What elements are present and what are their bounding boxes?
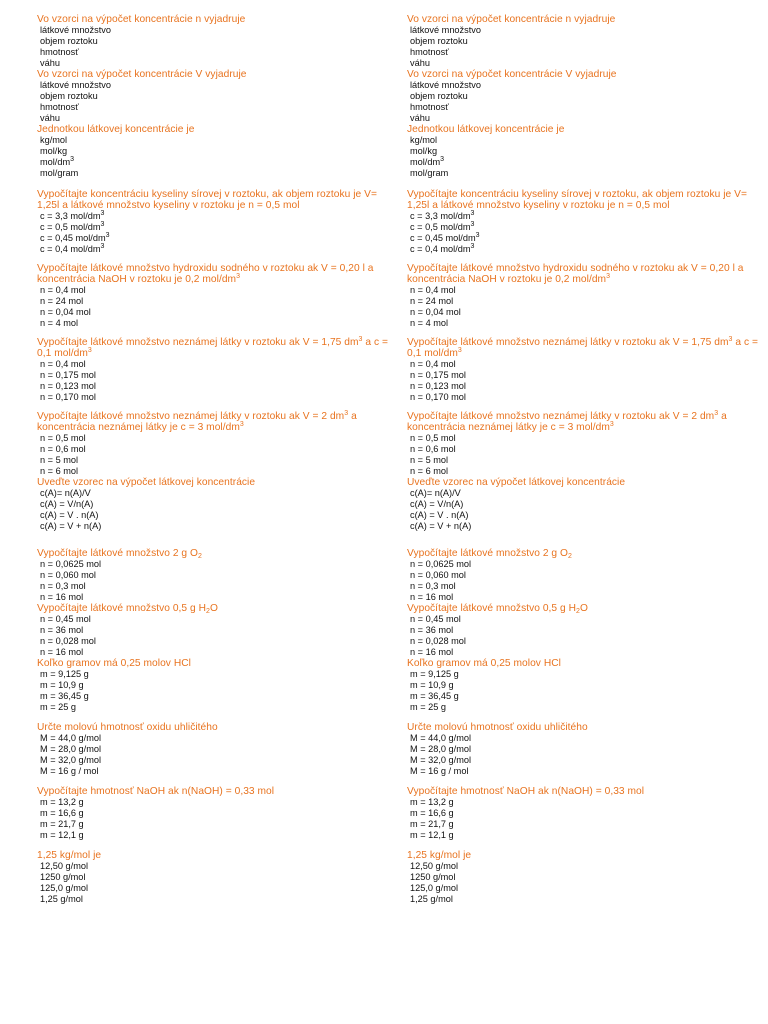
column-left: [37, 14, 397, 905]
answer-option: n = 0,123 mol: [40, 381, 96, 391]
question-block: [37, 477, 397, 532]
answer-option: n = 0,3 mol: [410, 581, 456, 591]
answer-option: mol/$dm^3$: [40, 156, 75, 167]
answer-option: n = 6 mol: [40, 466, 79, 476]
answer-option: n = 0,5 mol: [40, 433, 86, 443]
answer-option: 125,0 g/mol: [410, 883, 459, 893]
answer-option: M = 32,0 g/mol: [40, 755, 102, 765]
question-block: [37, 189, 397, 255]
question-text: Vypočítajte hmotnosť NaOH ak n(NaOH) = 0,33 mol: [37, 786, 275, 797]
question-block: [407, 337, 767, 403]
answer-option: látkové množstvo: [40, 80, 111, 90]
answer-option: m = 21,7 g: [410, 819, 454, 829]
answer-option: váhu: [40, 58, 60, 68]
answer-option: m = 21,7 g: [40, 819, 84, 829]
answer-option: M = 28,0 g/mol: [410, 744, 472, 754]
question-text: Vo vzorci na výpočet koncentrácie V vyjadruje: [407, 69, 617, 80]
answer-option: n = 0,028 mol: [410, 636, 466, 646]
answer-option: n = 16 mol: [410, 592, 454, 602]
question-text: Vypočítajte látkové množstvo neznámej látky v roztoku ak V = 1,75 $dm^3$ a c = 0,1 mol/$dm^3$: [407, 336, 759, 359]
question-block: [37, 722, 397, 777]
answer-option: 1,25 g/mol: [40, 894, 83, 904]
answer-option: m = 13,2 g: [40, 797, 84, 807]
question-text: Vo vzorci na výpočet koncentrácie V vyjadruje: [37, 69, 247, 80]
answer-option: m = 10,9 g: [410, 680, 454, 690]
answer-option: látkové množstvo: [40, 25, 111, 35]
answer-option: M = 28,0 g/mol: [40, 744, 102, 754]
answer-option: kg/mol: [410, 135, 438, 145]
answer-option: m = 25 g: [40, 702, 77, 712]
answer-option: c(A) = V . n(A): [40, 510, 99, 520]
question-block: [407, 786, 767, 841]
question-text: Koľko gramov má 0,25 molov HCl: [407, 658, 561, 669]
question-text: Určte molovú hmotnosť oxidu uhličitého: [37, 722, 218, 733]
answer-option: m = 36,45 g: [40, 691, 89, 701]
answer-option: n = 4 mol: [40, 318, 79, 328]
answer-option: kg/mol: [40, 135, 68, 145]
answer-option: mol/kg: [410, 146, 438, 156]
question-text: Koľko gramov má 0,25 molov HCl: [37, 658, 191, 669]
question-text: Jednotkou látkovej koncentrácie je: [37, 124, 195, 135]
question-block: [407, 69, 767, 124]
question-block: [407, 722, 767, 777]
question-block: [407, 850, 767, 905]
answer-option: mol/gram: [410, 168, 449, 178]
question-block: [37, 14, 397, 69]
answer-option: m = 16,6 g: [410, 808, 454, 818]
answer-option: 12,50 g/mol: [410, 861, 459, 871]
answer-option: c = 3,3 mol/$dm^3$: [40, 210, 105, 221]
answer-option: c = 0,5 mol/$dm^3$: [410, 221, 475, 232]
answer-option: n = 5 mol: [40, 455, 79, 465]
answer-option: m = 9,125 g: [410, 669, 459, 679]
answer-option: c = 0,5 mol/$dm^3$: [40, 221, 105, 232]
answer-option: n = 0,4 mol: [410, 285, 456, 295]
answer-option: objem roztoku: [410, 91, 468, 101]
answer-option: c(A)= n(A)/V: [410, 488, 461, 498]
answer-option: c = 3,3 mol/$dm^3$: [410, 210, 475, 221]
question-block: [407, 477, 767, 532]
answer-option: váhu: [410, 113, 430, 123]
answer-option: m = 13,2 g: [410, 797, 454, 807]
question-text: Vypočítajte látkové množstvo neznámej látky v roztoku ak V = 2 $dm^3$ a koncentrácia neznámej látky je c = 3 mol/$dm^3$: [37, 410, 357, 433]
question-text: Vypočítajte látkové množstvo 2 g $O_2$: [37, 548, 202, 560]
answer-option: n = 0,6 mol: [410, 444, 456, 454]
answer-option: n = 0,45 mol: [410, 614, 461, 624]
answer-option: c = 0,4 mol/$dm^3$: [410, 243, 475, 254]
answer-option: n = 0,170 mol: [40, 392, 96, 402]
answer-option: látkové množstvo: [410, 25, 481, 35]
answer-option: M = 32,0 g/mol: [410, 755, 472, 765]
answer-option: n = 36 mol: [410, 625, 454, 635]
answer-option: m = 12,1 g: [410, 830, 454, 840]
question-block: [37, 786, 397, 841]
answer-option: n = 0,175 mol: [40, 370, 96, 380]
answer-option: n = 4 mol: [410, 318, 449, 328]
answer-option: objem roztoku: [410, 36, 468, 46]
answer-option: n = 16 mol: [40, 592, 84, 602]
answer-option: n = 0,04 mol: [40, 307, 91, 317]
answer-option: mol/kg: [40, 146, 68, 156]
answer-option: c(A) = V/n(A): [40, 499, 94, 509]
question-block: [37, 337, 397, 403]
question-block: [37, 69, 397, 124]
answer-option: n = 0,04 mol: [410, 307, 461, 317]
question-block: [37, 850, 397, 905]
question-text: 1,25 kg/mol je: [37, 850, 102, 861]
answer-option: n = 0,5 mol: [410, 433, 456, 443]
answer-option: c = 0,4 mol/$dm^3$: [40, 243, 105, 254]
question-text: Vypočítajte látkové množstvo hydroxidu sodného v roztoku ak V = 0,20 l a koncentrácia NaOH v roztoku je 0,2 mol/$dm^3$: [407, 263, 744, 285]
answer-option: M = 44,0 g/mol: [410, 733, 472, 743]
answer-option: 125,0 g/mol: [40, 883, 89, 893]
answer-option: objem roztoku: [40, 91, 98, 101]
answer-option: M = 16 g / mol: [410, 766, 469, 776]
answer-option: hmotnosť: [410, 47, 449, 57]
question-block: [37, 548, 397, 603]
answer-option: n = 0,0625 mol: [410, 559, 472, 569]
question-text: Vypočítajte látkové množstvo 2 g $O_2$: [407, 548, 572, 560]
answer-option: n = 0,3 mol: [40, 581, 86, 591]
answer-option: hmotnosť: [40, 47, 79, 57]
answer-option: váhu: [40, 113, 60, 123]
answer-option: n = 0,0625 mol: [40, 559, 102, 569]
question-text: Vypočítajte látkové množstvo neznámej látky v roztoku ak V = 2 $dm^3$ a koncentrácia neznámej látky je c = 3 mol/$dm^3$: [407, 410, 727, 433]
question-block: [407, 411, 767, 477]
answer-option: m = 12,1 g: [40, 830, 84, 840]
answer-option: 1250 g/mol: [410, 872, 456, 882]
question-text: Vypočítajte látkové množstvo 0,5 g $H_2O$: [407, 603, 588, 615]
answer-option: c = 0,45 mol/$dm^3$: [40, 232, 110, 243]
question-block: [407, 263, 767, 329]
question-text: Uveďte vzorec na výpočet látkovej koncentrácie: [37, 477, 256, 488]
answer-option: n = 0,4 mol: [410, 359, 456, 369]
answer-option: M = 16 g / mol: [40, 766, 99, 776]
answer-option: M = 44,0 g/mol: [40, 733, 102, 743]
question-text: Určte molovú hmotnosť oxidu uhličitého: [407, 722, 588, 733]
answer-option: m = 25 g: [410, 702, 447, 712]
answer-option: objem roztoku: [40, 36, 98, 46]
answer-option: hmotnosť: [40, 102, 79, 112]
column-right: [407, 14, 767, 905]
question-text: Vypočítajte koncentráciu kyseliny sírovej v roztoku, ak objem roztoku je V= 1,25l a látkové množstvo kyseliny v roztoku je n = 0,5 mol: [37, 189, 377, 211]
answer-option: látkové množstvo: [410, 80, 481, 90]
question-text: Vypočítajte látkové množstvo neznámej látky v roztoku ak V = 1,75 $dm^3$ a c = 0,1 mol/$dm^3$: [37, 336, 389, 359]
answer-option: c(A)= n(A)/V: [40, 488, 91, 498]
question-text: 1,25 kg/mol je: [407, 850, 472, 861]
question-block: [37, 124, 397, 179]
answer-option: n = 6 mol: [410, 466, 449, 476]
question-text: Vypočítajte hmotnosť NaOH ak n(NaOH) = 0,33 mol: [407, 786, 645, 797]
answer-option: 1250 g/mol: [40, 872, 86, 882]
answer-option: c = 0,45 mol/$dm^3$: [410, 232, 480, 243]
answer-option: 12,50 g/mol: [40, 861, 89, 871]
answer-option: n = 0,4 mol: [40, 359, 86, 369]
answer-option: c(A) = V/n(A): [410, 499, 464, 509]
answer-option: 1,25 g/mol: [410, 894, 453, 904]
question-block: [37, 263, 397, 329]
answer-option: n = 0,060 mol: [410, 570, 466, 580]
answer-option: n = 24 mol: [40, 296, 84, 306]
question-block: [37, 603, 397, 658]
question-block: [407, 124, 767, 179]
answer-option: m = 36,45 g: [410, 691, 459, 701]
question-text: Vo vzorci na výpočet koncentrácie n vyjadruje: [37, 14, 246, 25]
answer-option: c(A) = V + n(A): [410, 521, 472, 531]
answer-option: mol/gram: [40, 168, 79, 178]
answer-option: n = 16 mol: [40, 647, 84, 657]
answer-option: n = 24 mol: [410, 296, 454, 306]
question-text: Jednotkou látkovej koncentrácie je: [407, 124, 565, 135]
answer-option: m = 10,9 g: [40, 680, 84, 690]
answer-option: n = 0,4 mol: [40, 285, 86, 295]
question-block: [407, 658, 767, 713]
answer-option: n = 0,175 mol: [410, 370, 466, 380]
answer-option: mol/$dm^3$: [410, 156, 445, 167]
answer-option: c(A) = V + n(A): [40, 521, 102, 531]
answer-option: n = 5 mol: [410, 455, 449, 465]
question-text: Vypočítajte koncentráciu kyseliny sírovej v roztoku, ak objem roztoku je V= 1,25l a látkové množstvo kyseliny v roztoku je n = 0,5 mol: [407, 189, 747, 211]
question-block: [407, 603, 767, 658]
question-block: [407, 14, 767, 69]
question-block: [407, 189, 767, 255]
answer-option: n = 0,028 mol: [40, 636, 96, 646]
answer-option: n = 16 mol: [410, 647, 454, 657]
answer-option: hmotnosť: [410, 102, 449, 112]
answer-option: m = 9,125 g: [40, 669, 89, 679]
answer-option: m = 16,6 g: [40, 808, 84, 818]
answer-option: c(A) = V . n(A): [410, 510, 469, 520]
answer-option: n = 0,123 mol: [410, 381, 466, 391]
question-text: Uveďte vzorec na výpočet látkovej koncentrácie: [407, 477, 626, 488]
answer-option: n = 0,060 mol: [40, 570, 96, 580]
answer-option: n = 0,45 mol: [40, 614, 91, 624]
answer-option: n = 36 mol: [40, 625, 84, 635]
question-text: Vo vzorci na výpočet koncentrácie n vyjadruje: [407, 14, 616, 25]
question-block: [37, 411, 397, 477]
question-text: Vypočítajte látkové množstvo hydroxidu sodného v roztoku ak V = 0,20 l a koncentrácia NaOH v roztoku je 0,2 mol/$dm^3$: [37, 263, 374, 285]
answer-option: váhu: [410, 58, 430, 68]
answer-option: n = 0,6 mol: [40, 444, 86, 454]
question-text: Vypočítajte látkové množstvo 0,5 g $H_2O$: [37, 603, 218, 615]
question-block: [407, 548, 767, 603]
answer-option: n = 0,170 mol: [410, 392, 466, 402]
question-block: [37, 658, 397, 713]
